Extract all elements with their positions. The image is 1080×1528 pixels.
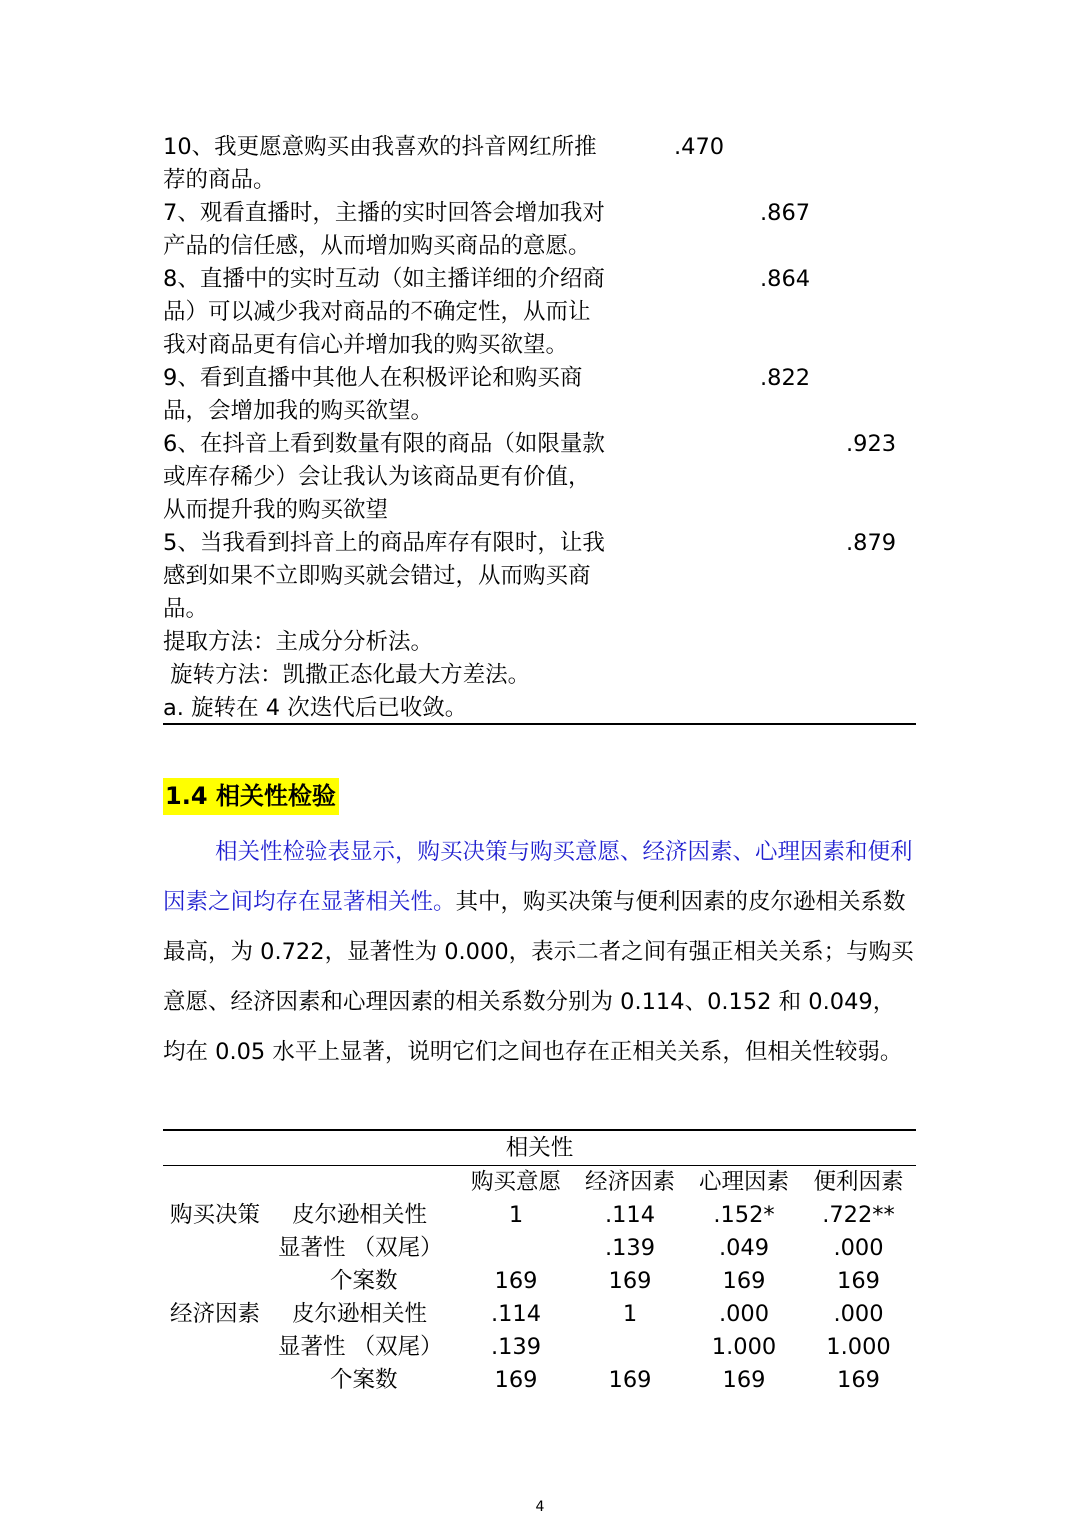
- column-header: 心理因素: [698, 1169, 789, 1195]
- table-note: 旋转方法：凯撒正态化最大方差法。: [163, 662, 531, 688]
- table-title: 相关性: [505, 1135, 574, 1161]
- item-text-line: 从而提升我的购买欲望: [163, 497, 389, 523]
- section-heading: 1.4 相关性检验: [163, 778, 339, 815]
- table-cell: .000: [833, 1235, 884, 1261]
- table-cell: .114: [604, 1202, 656, 1228]
- table-cell: .139: [490, 1334, 542, 1360]
- item-text-line: 10、我更愿意购买由我喜欢的抖音网红所推: [163, 134, 597, 160]
- table-cell: .049: [718, 1235, 770, 1261]
- table-cell: 1.000: [826, 1334, 891, 1360]
- table-bottom-rule: [163, 723, 916, 725]
- item-text-line: 我对商品更有信心并增加我的购买欲望。: [163, 332, 569, 358]
- paragraph-text: 其中，购买决策与便利因素的皮尔逊相关系数最高，为 0.722，显著性为 0.000，表示二者之间有强正相关关系；与购买意愿、经济因素和心理因素的相关系数分别为 0.114、0.152 和 0.049，均在 0.05 水平上显著，说明它们之间也存在正相关关系，但相关性较弱。: [163, 889, 914, 1065]
- highlighted-sentence: 相关性检验表显示，购买决策与购买意愿、经济因素、心理因素和便利因素之间均存在显著相关性。: [163, 839, 913, 915]
- table-cell: .139: [604, 1235, 656, 1261]
- row-label: 皮尔逊相关性: [292, 1202, 428, 1228]
- loading-value: .923: [846, 431, 897, 457]
- loading-value: .822: [760, 365, 811, 391]
- table-cell: 169: [722, 1268, 766, 1294]
- table-cell: .000: [833, 1301, 884, 1327]
- table-cell: .722**: [822, 1202, 895, 1228]
- item-text-line: 6、在抖音上看到数量有限的商品（如限量款: [163, 431, 605, 457]
- item-text-line: 品）可以减少我对商品的不确定性，从而让: [163, 299, 591, 325]
- table-cell: 169: [608, 1367, 652, 1393]
- item-text-line: 7、观看直播时，主播的实时回答会增加我对: [163, 200, 605, 226]
- body-paragraph: [163, 827, 916, 1077]
- loading-value: .864: [760, 266, 811, 292]
- item-text-line: 荐的商品。: [163, 167, 276, 193]
- row-group-label: 经济因素: [170, 1301, 261, 1327]
- table-cell: .000: [718, 1301, 770, 1327]
- column-header: 购买意愿: [470, 1169, 561, 1195]
- table-cell: 1.000: [711, 1334, 777, 1360]
- row-group-label: 购买决策: [170, 1202, 261, 1228]
- loading-value: .879: [846, 530, 897, 556]
- table-cell: 169: [837, 1268, 880, 1294]
- page-number: 4: [535, 1499, 545, 1515]
- item-text-line: 或库存稀少）会让我认为该商品更有价值，: [163, 464, 591, 490]
- item-text-line: 感到如果不立即购买就会错过，从而购买商: [163, 563, 591, 589]
- table-cell: 169: [608, 1268, 652, 1294]
- item-text-line: 品。: [163, 596, 209, 622]
- loading-value: .867: [760, 200, 811, 226]
- table-cell: 169: [494, 1268, 538, 1294]
- column-header: 便利因素: [813, 1169, 904, 1195]
- loading-value: .470: [674, 134, 725, 160]
- item-text-line: 9、看到直播中其他人在积极评论和购买商: [163, 365, 583, 391]
- row-label: 显著性 （双尾）: [278, 1235, 443, 1261]
- table-cell: 1: [622, 1301, 638, 1327]
- row-label: 皮尔逊相关性: [292, 1301, 428, 1327]
- table-note: 提取方法：主成分分析法。: [163, 629, 434, 655]
- column-header: 经济因素: [584, 1169, 675, 1195]
- table-cell: 1: [508, 1202, 524, 1228]
- table-top-rule: [163, 1129, 916, 1131]
- row-label: 个案数: [330, 1268, 398, 1294]
- table-cell: .114: [490, 1301, 542, 1327]
- row-label: 个案数: [330, 1367, 398, 1393]
- item-text-line: 品，会增加我的购买欲望。: [163, 398, 434, 424]
- table-cell: 169: [722, 1367, 766, 1393]
- table-cell: .152*: [713, 1202, 775, 1228]
- item-text-line: 产品的信任感，从而增加购买商品的意愿。: [163, 233, 591, 259]
- table-cell: 169: [837, 1367, 880, 1393]
- row-label: 显著性 （双尾）: [278, 1334, 443, 1360]
- item-text-line: 5、当我看到抖音上的商品库存有限时，让我: [163, 530, 605, 556]
- item-text-line: 8、直播中的实时互动（如主播详细的介绍商: [163, 266, 605, 292]
- table-cell: 169: [494, 1367, 538, 1393]
- table-note: a. 旋转在 4 次迭代后已收敛。: [163, 695, 468, 721]
